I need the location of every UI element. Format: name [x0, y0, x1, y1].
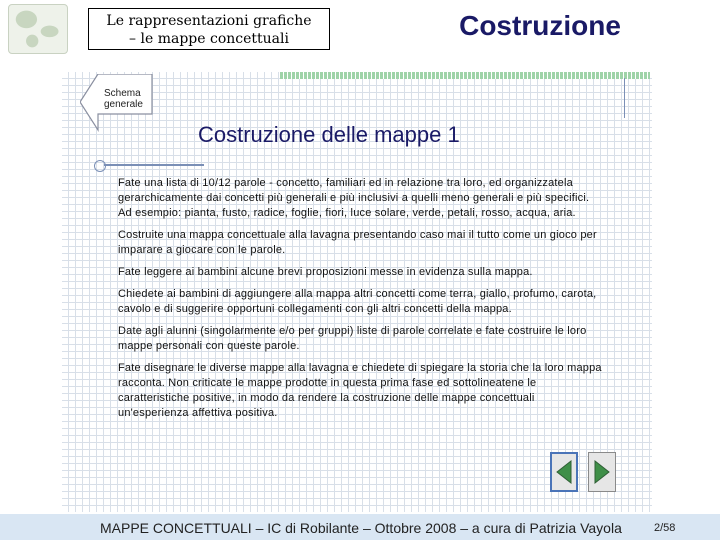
previous-slide-button[interactable] — [550, 452, 578, 492]
presentation-title-line2: – le mappe concettuali — [129, 31, 289, 47]
panel-decor-bar — [280, 72, 650, 79]
footer-text: MAPPE CONCETTUALI – IC di Robilante – Ottobre 2008 – a cura di Patrizia Vayola — [100, 520, 622, 536]
paragraph-4: Chiedete ai bambini di aggiungere alla mappa altri concetti come terra, giallo, profumo, carota, cavolo e di suggerire opportuni collegamenti con gli altri concetti della mappa. — [118, 288, 597, 315]
page-number: 2/58 — [654, 522, 676, 534]
next-slide-button[interactable] — [588, 452, 616, 492]
slide-content — [118, 176, 602, 428]
paragraph-6: Fate disegnare le diverse mappe alla lavagna e chiedete di spiegare la storia che la loro mappa racconta. Non criticate le mappe prodotte in questa prima fase ed sottolineatene le caratteristiche positive, in modo da rendere la costruzione delle mappe concettuali un'esperienza affettiva positiva. — [118, 362, 602, 419]
slide-title: Costruzione delle mappe 1 — [198, 122, 460, 147]
section-heading: Costruzione — [459, 10, 621, 41]
schema-tab-label[interactable]: Schema generale — [104, 88, 143, 110]
triangle-left-icon — [555, 459, 573, 485]
paragraph-3: Fate leggere ai bambini alcune brevi proposizioni messe in evidenza sulla mappa. — [118, 266, 533, 278]
paragraph-5: Date agli alunni (singolarmente e/o per gruppi) liste di parole correlate e fate costruire le loro mappe personali con queste parole. — [118, 325, 587, 352]
presentation-title-line1: Le rappresentazioni grafiche — [106, 13, 312, 29]
title-marker-circle — [94, 160, 106, 172]
presentation-title-box — [88, 8, 330, 50]
title-underline — [104, 164, 204, 166]
paragraph-2: Costruite una mappa concettuale alla lavagna presentando caso mai il tutto come un gioco per imparare a giocare con le parole. — [118, 229, 597, 256]
triangle-right-icon — [593, 459, 611, 485]
paragraph-1: Fate una lista di 10/12 parole - concetto, familiari ed in relazione tra loro, ed organizzatela gerarchicamente dai concetti più generali e più inclusivi a quelli meno generali e più specifici. Ad esempio: pianta, fusto, radice, foglie, fiori, luce solare, verde, petali, rosso, acqua, aria. — [118, 177, 590, 219]
concept-map-thumbnail — [8, 4, 68, 54]
panel-decor-line — [624, 78, 625, 118]
